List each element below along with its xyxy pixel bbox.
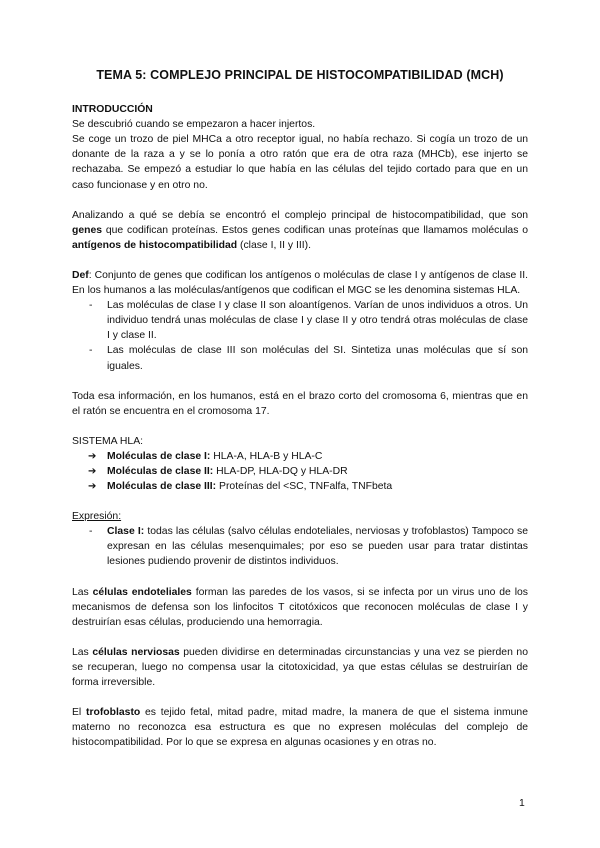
- definition-label: Def: [72, 269, 89, 281]
- hla-item-label: Moléculas de clase III:: [107, 481, 217, 493]
- arrow-icon: ➔: [88, 450, 97, 462]
- analysis-text-3: (clase I, II y III).: [237, 239, 312, 251]
- trophoblast-term: trofoblasto: [86, 707, 141, 719]
- expression-label: Clase I:: [107, 526, 145, 538]
- nervous-term: células nerviosas: [92, 646, 180, 658]
- trophoblast-paragraph: [72, 705, 528, 750]
- list-item: [72, 464, 528, 479]
- list-item-text: Las moléculas de clase I y clase II son aloantígenos. Varían de unos individuos a otros. Un individuo tendrá unas moléculas de clase I y clase II y otro tendrá otras moléculas de clase I y clase II.: [107, 300, 528, 342]
- definition-paragraph: [72, 268, 528, 298]
- intro-paragraph: Se coge un trozo de piel MHCa a otro receptor igual, no había rechazo. Si cogía un trozo de un donante de la raza a y se lo ponía a otro ratón que era de otra raza (MHCb), ese injerto se rechazaba. Se empezó a estudiar lo que había en las células del tejido cortado para que en un caso funcionase y en otro no.: [72, 134, 528, 191]
- list-item-text: Las moléculas de clase III son moléculas del SI. Sintetiza unas moléculas que sí son iguales.: [107, 345, 528, 372]
- analysis-text-2: que codifican proteínas. Estos genes codifican unas proteínas que llamamos moléculas o: [102, 224, 528, 236]
- endothelial-text-1: Las: [72, 586, 93, 598]
- list-item: [72, 449, 528, 464]
- hla-item-value: HLA-A, HLA-B y HLA-C: [210, 450, 323, 462]
- endothelial-term: células endoteliales: [92, 586, 192, 598]
- nervous-text-2: pueden dividirse en determinadas circunstancias y una vez se pierden no se recuperan, luego no compensa usar la citotoxicidad, ya que estas células se destruirían de forma irreversible.: [72, 646, 528, 688]
- dash-marker: -: [89, 300, 93, 312]
- page-number: 1: [519, 798, 525, 809]
- hla-heading: SISTEMA HLA:: [72, 435, 144, 447]
- nervous-paragraph: [72, 645, 528, 690]
- page-title: TEMA 5: COMPLEJO PRINCIPAL DE HISTOCOMPATIBILIDAD (MCH): [96, 68, 504, 82]
- endothelial-paragraph: [72, 585, 528, 630]
- list-item: [72, 343, 528, 373]
- nervous-text-1: Las: [72, 646, 93, 658]
- analysis-paragraph: [72, 208, 528, 253]
- genes-term: genes: [72, 224, 103, 236]
- hla-item-value: HLA-DP, HLA-DQ y HLA-DR: [213, 465, 348, 477]
- definition-list: [72, 298, 528, 373]
- hla-item-label: Moléculas de clase I:: [107, 450, 211, 462]
- arrow-icon: ➔: [88, 481, 97, 493]
- analysis-text-1: Analizando a qué se debía se encontró el complejo principal de histocompatibilidad, que son: [72, 209, 528, 221]
- trophoblast-text-1: El: [72, 707, 86, 719]
- hla-list: [72, 449, 528, 494]
- arrow-icon: ➔: [88, 465, 97, 477]
- hla-item-value: Proteínas del <SC, TNFalfa, TNFbeta: [216, 481, 393, 493]
- list-item: [72, 524, 528, 569]
- endothelial-text-2: forman las paredes de los vasos, si se infecta por un virus uno de los mecanismos de defensa son los linfocitos T citotóxicos que reconocen moléculas de clase I y destruirían esas células, produciendo una hemorragia.: [72, 586, 528, 628]
- expression-list: [72, 524, 528, 569]
- expression-text: todas las células (salvo células endoteliales, nerviosas y trofoblastos) Tampoco se expresan en las células mesenquimales; por eso se pueden usar para tratar distintas lesiones pudiendo provenir de distintos individuos.: [107, 526, 528, 568]
- definition-text: : Conjunto de genes que codifican los antígenos o moléculas de clase I y antígenos de clase II. En los humanos a las moléculas/antígenos que codifican el MGC se les denomina sistemas HLA.: [72, 269, 528, 297]
- dash-marker: -: [89, 345, 93, 357]
- location-paragraph: Toda esa información, en los humanos, está en el brazo corto del cromosoma 6, mientras que en el ratón se encuentra en el cromosoma 17.: [72, 390, 528, 417]
- intro-heading: INTRODUCCIÓN: [72, 104, 153, 116]
- trophoblast-text-2: es tejido fetal, mitad padre, mitad madre, la manera de que el sistema inmune materno no reconozca esa estructura es que no expresen moléculas del complejo de histocompatibilidad. Por lo que se expresa en algunas ocasiones y en otras no.: [72, 707, 528, 749]
- antigens-term: antígenos de histocompatibilidad: [72, 239, 238, 251]
- intro-line: Se descubrió cuando se empezaron a hacer injertos.: [72, 119, 316, 131]
- list-item: [72, 298, 528, 343]
- dash-marker: -: [89, 526, 93, 538]
- list-item: [72, 479, 528, 494]
- expression-heading: Expresión:: [72, 511, 122, 523]
- page-content: [72, 68, 528, 750]
- hla-item-label: Moléculas de clase II:: [107, 465, 214, 477]
